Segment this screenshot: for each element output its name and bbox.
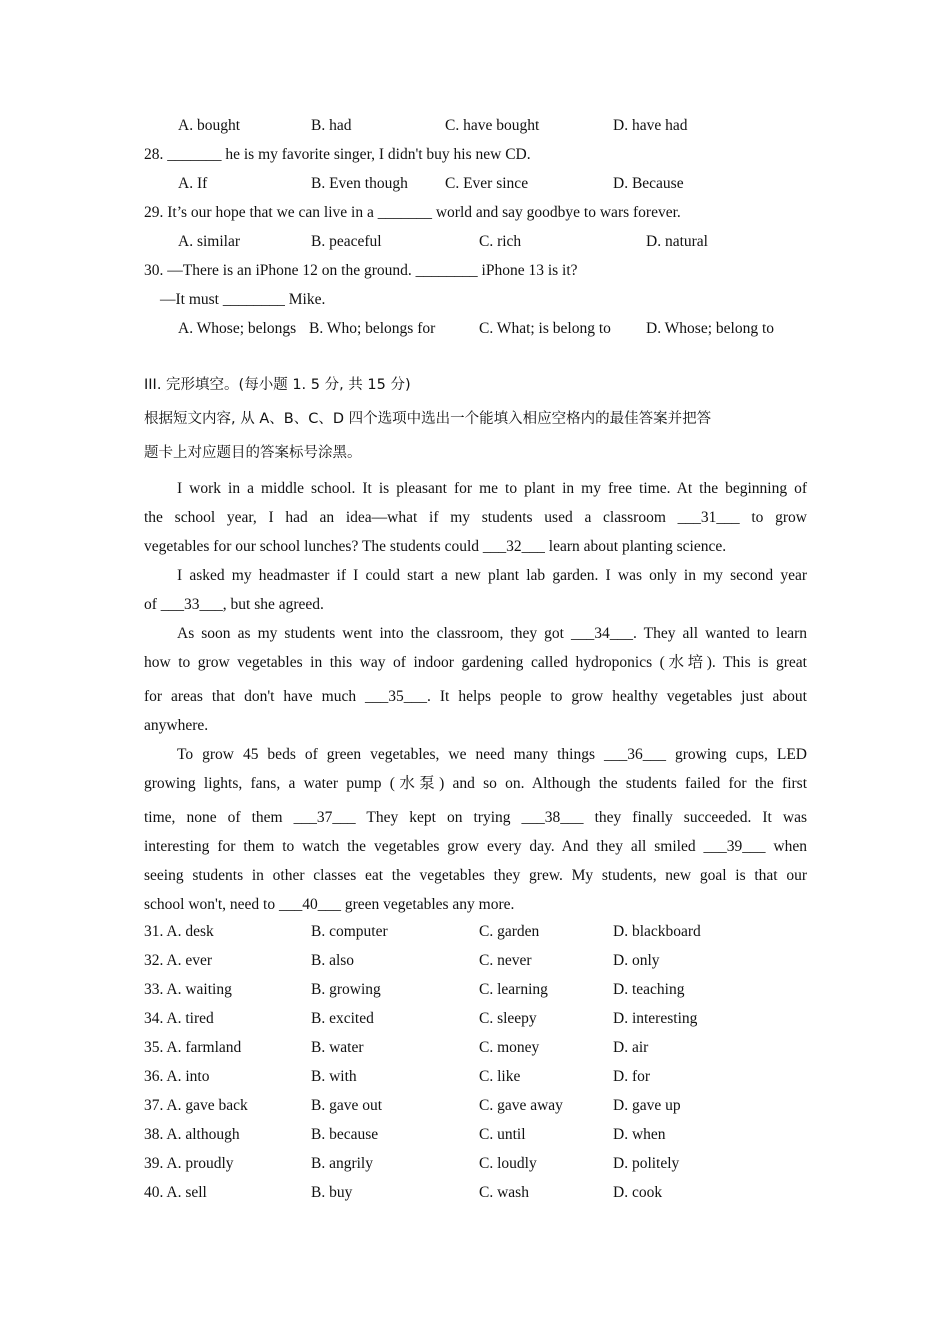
passage-line: I work in a middle school. It is pleasant for me to plant in my free time. At the beginning of [177, 480, 807, 497]
q40-option-a: 40. A. sell [144, 1184, 207, 1201]
passage-line: the school year, I had an idea—what if my students used a classroom ___31___ to grow [144, 509, 807, 526]
q37-option-a: 37. A. gave back [144, 1097, 248, 1114]
cloze-passage [144, 474, 807, 919]
q31-option-c: C. garden [479, 923, 540, 940]
q27-option-a: A. bought [178, 117, 240, 134]
q39-option-c: C. loudly [479, 1155, 537, 1172]
q35-option-c: C. money [479, 1039, 540, 1056]
passage-line: for areas that don't have much ___35___. It helps people to grow healthy vegetables just about [144, 688, 807, 705]
q31-option-d: D. blackboard [613, 923, 701, 940]
q29-stem: 29. It’s our hope that we can live in a _______ world and say goodbye to wars forever. [144, 204, 681, 221]
q30-stem-1: 30. —There is an iPhone 12 on the ground. ________ iPhone 13 is it? [144, 262, 578, 279]
q38-option-b: B. because [311, 1126, 379, 1143]
q27-option-b: B. had [311, 117, 352, 134]
section-instruction-2: 题卡上对应题目的答案标号涂黑。 [144, 445, 362, 461]
q39-option-b: B. angrily [311, 1155, 373, 1172]
section-heading: III. 完形填空。(每小题 1. 5 分, 共 15 分) [144, 377, 411, 393]
q28-option-d: D. Because [613, 175, 684, 192]
q40-option-b: B. buy [311, 1184, 353, 1201]
q32-option-b: B. also [311, 952, 355, 969]
passage-line: growing lights, fans, a water pump (水泵) and so on. Although the students failed for the first [144, 775, 807, 792]
q35-option-d: D. air [613, 1039, 649, 1056]
q34-option-d: D. interesting [613, 1010, 698, 1027]
q30-option-b: B. Who; belongs for [309, 320, 436, 337]
passage-line: school won't, need to ___40___ green vegetables any more. [144, 896, 515, 913]
passage-line: I asked my headmaster if I could start a new plant lab garden. I was only in my second year [177, 567, 807, 584]
q32-option-c: C. never [479, 952, 532, 969]
passage-line: interesting for them to watch the vegetables grow every day. And they all smiled ___39___ when [144, 838, 807, 855]
passage-line: time, none of them ___37___ They kept on trying ___38___ they finally succeeded. It was [144, 809, 807, 826]
q34-option-a: 34. A. tired [144, 1010, 214, 1027]
q32-option-d: D. only [613, 952, 660, 969]
section-instruction-1: 根据短文内容, 从 A、B、C、D 四个选项中选出一个能填入相应空格内的最佳答案并把答 [144, 411, 712, 427]
q28-option-a: A. If [178, 175, 208, 192]
q33-option-b: B. growing [311, 981, 381, 998]
q37-option-d: D. gave up [613, 1097, 681, 1114]
q28-option-c: C. Ever since [445, 175, 529, 192]
passage-line: seeing students in other classes eat the vegetables they grew. My students, new goal is that our [144, 867, 807, 884]
q37-option-c: C. gave away [479, 1097, 563, 1114]
q29-option-b: B. peaceful [311, 233, 382, 250]
passage-line: how to grow vegetables in this way of indoor gardening called hydroponics (水培). This is great [144, 654, 807, 671]
q34-option-c: C. sleepy [479, 1010, 537, 1027]
q35-option-a: 35. A. farmland [144, 1039, 242, 1056]
q28-stem: 28. _______ he is my favorite singer, I didn't buy his new CD. [144, 146, 531, 163]
q38-option-a: 38. A. although [144, 1126, 240, 1143]
q38-option-d: D. when [613, 1126, 666, 1143]
q32-option-a: 32. A. ever [144, 952, 213, 969]
q33-option-c: C. learning [479, 981, 548, 998]
q30-option-a: A. Whose; belongs [178, 320, 297, 337]
q28-option-b: B. Even though [311, 175, 408, 192]
q31-option-b: B. computer [311, 923, 388, 940]
q39-option-a: 39. A. proudly [144, 1155, 234, 1172]
q38-option-c: C. until [479, 1126, 526, 1143]
q37-option-b: B. gave out [311, 1097, 383, 1114]
q30-stem-2: —It must ________ Mike. [160, 291, 326, 308]
passage-line: of ___33___, but she agreed. [144, 596, 324, 613]
q30-option-c: C. What; is belong to [479, 320, 611, 337]
q29-option-a: A. similar [178, 233, 240, 250]
q34-option-b: B. excited [311, 1010, 374, 1027]
passage-line: As soon as my students went into the classroom, they got ___34___. They all wanted to learn [177, 625, 807, 642]
passage-line: anywhere. [144, 717, 209, 734]
q27-option-d: D. have had [613, 117, 688, 134]
passage-line: vegetables for our school lunches? The students could ___32___ learn about planting science. [144, 538, 727, 555]
q36-option-c: C. like [479, 1068, 521, 1085]
q30-option-d: D. Whose; belong to [646, 320, 775, 337]
q36-option-b: B. with [311, 1068, 357, 1085]
q36-option-a: 36. A. into [144, 1068, 210, 1085]
q27-option-c: C. have bought [445, 117, 540, 134]
q35-option-b: B. water [311, 1039, 364, 1056]
q33-option-d: D. teaching [613, 981, 685, 998]
q29-option-d: D. natural [646, 233, 708, 250]
q40-option-c: C. wash [479, 1184, 529, 1201]
passage-line: To grow 45 beds of green vegetables, we need many things ___36___ growing cups, LED [177, 746, 807, 763]
q29-option-c: C. rich [479, 233, 522, 250]
q31-option-a: 31. A. desk [144, 923, 214, 940]
q33-option-a: 33. A. waiting [144, 981, 232, 998]
q39-option-d: D. politely [613, 1155, 680, 1172]
q36-option-d: D. for [613, 1068, 651, 1085]
q40-option-d: D. cook [613, 1184, 663, 1201]
